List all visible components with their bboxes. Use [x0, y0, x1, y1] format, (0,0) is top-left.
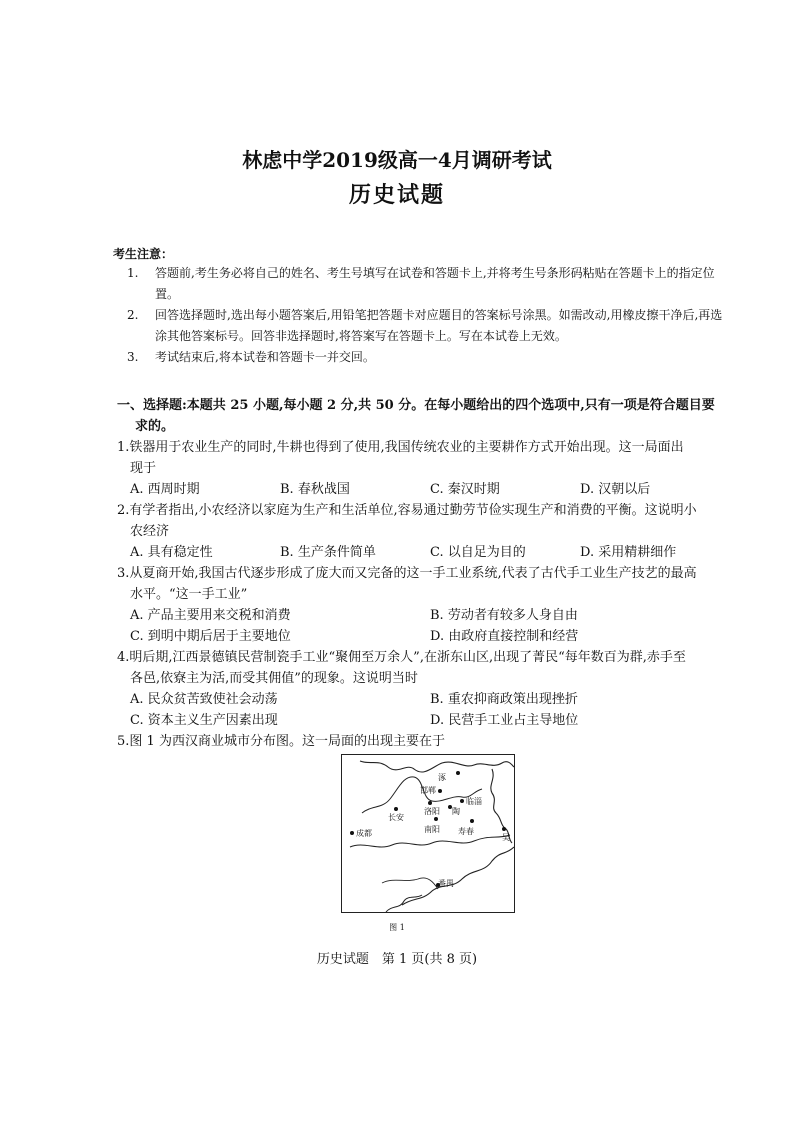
city-label-shouchun: 寿春 [458, 827, 474, 836]
notice-number: 1. [127, 266, 139, 280]
option-list [117, 605, 729, 647]
question-stem-line2: 农经济 [130, 524, 170, 539]
city-dot-linzi [460, 799, 464, 803]
notice-item [127, 305, 731, 347]
option-c: C. 到明中期后居于主要地位 [130, 629, 291, 644]
city-dot-handan [438, 789, 442, 793]
question-2 [117, 500, 729, 563]
option-c: C. 以自足为目的 [430, 545, 526, 560]
question-stem [117, 437, 729, 479]
city-label-nanyang: 南阳 [424, 825, 440, 834]
question-stem-line1: 4.明后期,江西景德镇民营制瓷手工业“聚佣至万余人”,在浙东山区,出现了菁民“每年数百为群,赤手至 [117, 650, 686, 665]
option-d: D. 汉朝以后 [580, 482, 651, 497]
option-c: C. 秦汉时期 [430, 482, 500, 497]
question-stem-line2: 各邑,依寮主为活,而受其佣值”的现象。这说明当时 [130, 671, 418, 686]
exam-title: 林虑中学2019级高一4月调研考试 [242, 148, 552, 172]
city-label-luoyang: 洛阳 [424, 807, 440, 816]
question-1 [117, 437, 729, 500]
question-3 [117, 563, 729, 647]
question-5 [117, 731, 729, 752]
option-d: D. 民营手工业占主导地位 [430, 713, 579, 728]
city-label-wu: 吴 [502, 833, 510, 842]
option-a: A. 西周时期 [130, 482, 200, 497]
option-a: A. 产品主要用来交税和消费 [130, 608, 291, 623]
notice-list [127, 263, 731, 368]
question-stem-line1: 1.铁器用于农业生产的同时,牛耕也得到了使用,我国传统农业的主要耕作方式开始出现。这一局面出 [117, 440, 684, 455]
notice-item [127, 263, 731, 305]
city-dot-luoyang [428, 801, 432, 805]
city-dot-changan [394, 807, 398, 811]
section-heading [117, 395, 729, 437]
option-c: C. 资本主义生产因素出现 [130, 713, 278, 728]
option-b: B. 重农抑商政策出现挫折 [430, 692, 578, 707]
page-footer: 历史试题 第 1 页(共 8 页) [316, 952, 478, 967]
section-heading-line2: 求的。 [135, 419, 175, 434]
option-d: D. 采用精耕细作 [580, 545, 677, 560]
notice-text: 答题前,考生务必将自己的姓名、考生号填写在试卷和答题卡上,并将考生号条形码粘贴在答题卡上的指定位置。 [155, 266, 715, 301]
question-stem-line1: 5.图 1 为西汉商业城市分布图。这一局面的出现主要在于 [117, 734, 445, 749]
figure-caption: 图 1 [389, 923, 405, 932]
question-stem [117, 731, 729, 752]
city-dot-zhuo [456, 771, 460, 775]
option-list [117, 479, 729, 500]
option-b: B. 劳动者有较多人身自由 [430, 608, 578, 623]
notice-number: 3. [127, 350, 139, 364]
city-label-tao: 陶 [452, 807, 460, 816]
section-heading-line1: 一、选择题:本题共 25 小题,每小题 2 分,共 50 分。在每小题给出的四个选项中,只有一项是符合题目要 [117, 398, 715, 413]
question-stem [117, 500, 729, 542]
city-dot-nanyang [434, 817, 438, 821]
question-stem-line1: 2.有学者指出,小农经济以家庭为生产和生活单位,容易通过勤劳节俭实现生产和消费的平衡。这说明小 [117, 503, 697, 518]
city-label-zhuo: 涿 [438, 773, 446, 782]
option-a: A. 民众贫苦致使社会动荡 [130, 692, 278, 707]
option-b: B. 生产条件简单 [280, 545, 376, 560]
han-city-map [341, 754, 515, 913]
option-list [117, 542, 729, 563]
question-stem [117, 563, 729, 605]
notice-item [127, 347, 731, 368]
exam-subtitle: 历史试题 [348, 182, 445, 208]
city-dot-wu [502, 827, 506, 831]
question-stem [117, 647, 729, 689]
notice-number: 2. [127, 308, 139, 322]
city-label-linzi: 临淄 [466, 797, 482, 806]
option-b: B. 春秋战国 [280, 482, 350, 497]
notice-text: 考试结束后,将本试卷和答题卡一并交回。 [155, 350, 375, 364]
notice-text: 回答选择题时,选出每小题答案后,用铅笔把答题卡对应题目的答案标号涂黑。如需改动,用橡皮擦干净后,再选涂其他答案标号。回答非选择题时,将答案写在答题卡上。写在本试卷上无效。 [155, 308, 723, 343]
city-label-changan: 长安 [388, 813, 404, 822]
city-label-panyu: 番禺 [438, 879, 454, 888]
notice-heading: 考生注意： [113, 247, 174, 261]
city-dot-chengdu [350, 831, 354, 835]
question-4 [117, 647, 729, 731]
question-stem-line2: 现于 [130, 461, 157, 476]
option-list [117, 689, 729, 731]
option-d: D. 由政府直接控制和经营 [430, 629, 579, 644]
city-dot-shouchun [470, 819, 474, 823]
question-stem-line1: 3.从夏商开始,我国古代逐步形成了庞大而又完备的这一手工业系统,代表了古代手工业生产技艺的最高 [117, 566, 697, 581]
city-label-chengdu: 成都 [356, 829, 372, 838]
question-stem-line2: 水平。“这一手工业” [130, 587, 248, 602]
city-label-handan: 邯郸 [420, 786, 436, 795]
option-a: A. 具有稳定性 [130, 545, 213, 560]
